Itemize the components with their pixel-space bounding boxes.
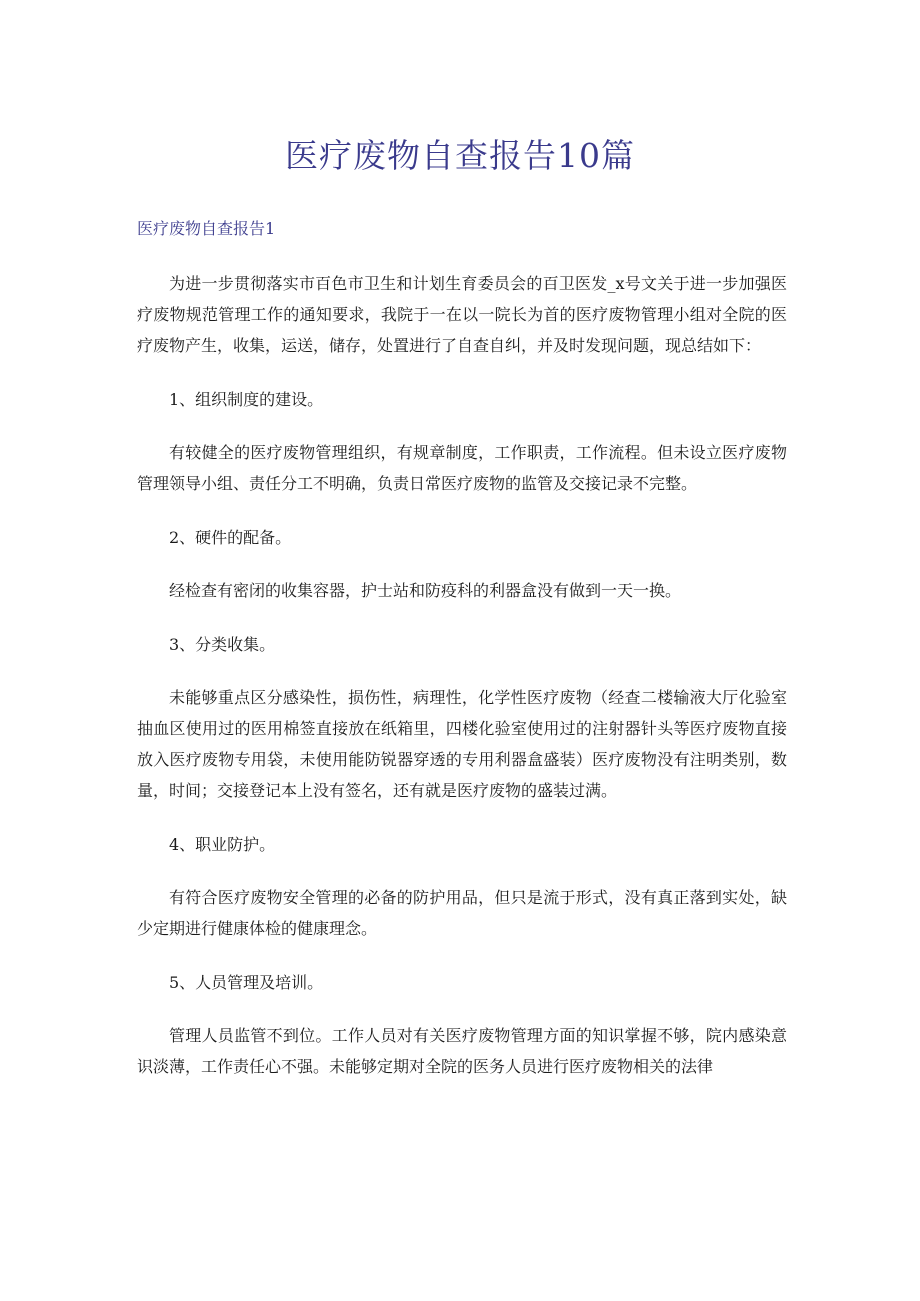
paragraph-training: 管理人员监管不到位。工作人员对有关医疗废物管理方面的知识掌握不够，院内感染意识淡薄，工作责任心不强。未能够定期对全院的医务人员进行医疗废物相关的法律 <box>137 1026 787 1076</box>
document-body <box>137 268 787 1105</box>
paragraph-protection: 有符合医疗废物安全管理的必备的防护用品，但只是流于形式，没有真正落到实处，缺少定期进行健康体检的健康理念。 <box>137 888 787 938</box>
section-heading: 医疗废物自查报告1 <box>137 219 276 238</box>
paragraph-classification: 未能够重点区分感染性，损伤性，病理性，化学性医疗废物（经查二楼输液大厅化验室抽血区使用过的医用棉签直接放在纸箱里，四楼化验室使用过的注射器针头等医疗废物直接放入医疗废物专用袋，未使用能防锐器穿透的专用利器盒盛装）医疗废物没有注明类别，数量，时间；交接登记本上没有签名，还有就是医疗废物的盛装过满。 <box>137 688 787 800</box>
document-title: 医疗废物自查报告10篇 <box>285 136 635 175</box>
paragraph-intro: 为进一步贯彻落实市百色市卫生和计划生育委员会的百卫医发_x号文关于进一步加强医疗废物规范管理工作的通知要求，我院于一在以一院长为首的医疗废物管理小组对全院的医疗废物产生，收集，运送，储存，处置进行了自查自纠，并及时发现问题，现总结如下： <box>137 274 787 355</box>
paragraph-organization: 有较健全的医疗废物管理组织，有规章制度，工作职责，工作流程。但未设立医疗废物管理领导小组、责任分工不明确，负责日常医疗废物的监管及交接记录不完整。 <box>137 443 787 493</box>
paragraph-hardware: 经检查有密闭的收集容器，护士站和防疫科的利器盒没有做到一天一换。 <box>169 581 682 600</box>
item-heading-hardware: 2、硬件的配备。 <box>169 528 292 547</box>
item-heading-organization: 1、组织制度的建设。 <box>169 390 324 409</box>
item-heading-training: 5、人员管理及培训。 <box>169 973 324 992</box>
item-heading-classification: 3、分类收集。 <box>169 635 276 654</box>
item-heading-protection: 4、职业防护。 <box>169 835 276 854</box>
